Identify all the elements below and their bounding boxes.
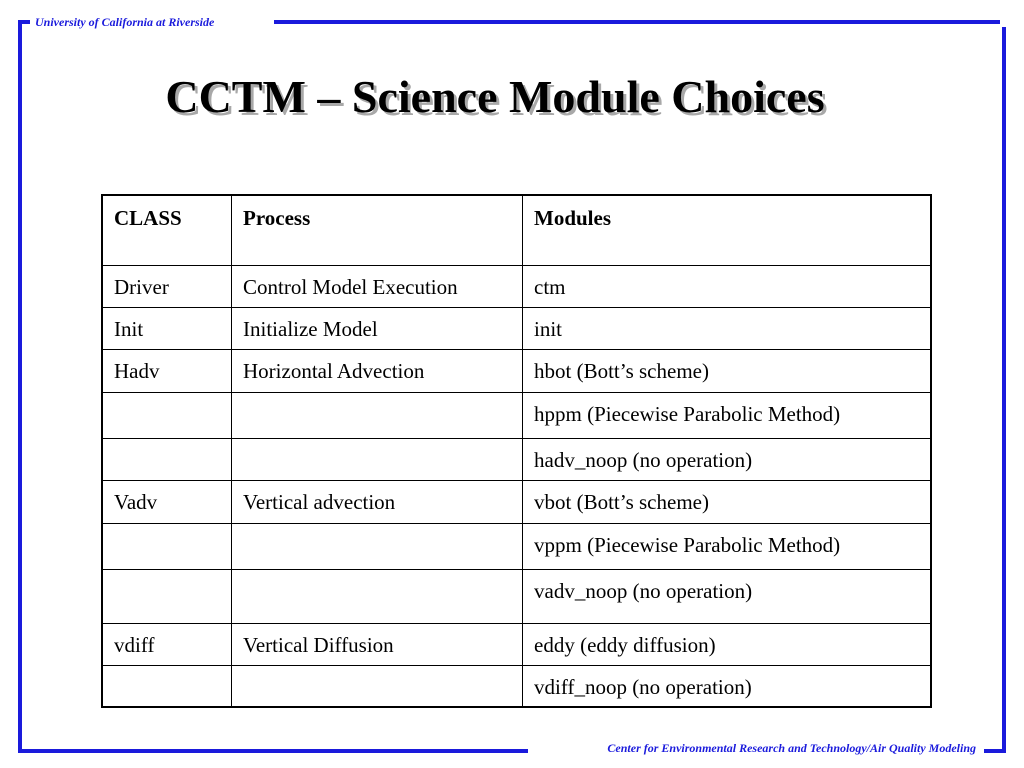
header-class: CLASS <box>102 195 232 265</box>
table-row <box>102 438 931 480</box>
cell-class <box>102 438 232 480</box>
cell-process <box>232 438 523 480</box>
table-row <box>102 307 931 349</box>
header-process: Process <box>232 195 523 265</box>
cell-class: Init <box>102 307 232 349</box>
institution-label: University of California at Riverside <box>35 15 215 29</box>
cell-process: Vertical advection <box>232 480 523 523</box>
cell-class <box>102 569 232 623</box>
module-table <box>101 194 932 708</box>
cell-class <box>102 523 232 569</box>
table-row <box>102 392 931 438</box>
cell-class: Hadv <box>102 349 232 392</box>
cell-module: vadv_noop (no operation) <box>523 569 932 623</box>
cell-module: eddy (eddy diffusion) <box>523 623 932 665</box>
table-row <box>102 265 931 307</box>
cell-class: Driver <box>102 265 232 307</box>
cell-module: hadv_noop (no operation) <box>523 438 932 480</box>
table-row <box>102 523 931 569</box>
center-label: Center for Environmental Research and Technology/Air Quality Modeling <box>607 741 976 755</box>
table-row <box>102 480 931 523</box>
cell-class <box>102 392 232 438</box>
table-row <box>102 665 931 707</box>
cell-class: Vadv <box>102 480 232 523</box>
table-header-row <box>102 195 931 265</box>
frame-bottom-left-line <box>18 749 528 753</box>
slide-title: CCTM – Science Module Choices <box>165 71 825 122</box>
cell-module: init <box>523 307 932 349</box>
cell-module: ctm <box>523 265 932 307</box>
cell-module: vbot (Bott’s scheme) <box>523 480 932 523</box>
table-row <box>102 623 931 665</box>
frame-right-line <box>1002 27 1006 753</box>
cell-process: Vertical Diffusion <box>232 623 523 665</box>
cell-class <box>102 665 232 707</box>
cell-process <box>232 523 523 569</box>
cell-process <box>232 569 523 623</box>
cell-process: Control Model Execution <box>232 265 523 307</box>
cell-process: Initialize Model <box>232 307 523 349</box>
frame-left-line <box>18 20 22 753</box>
cell-module: hppm (Piecewise Parabolic Method) <box>523 392 932 438</box>
cell-module: hbot (Bott’s scheme) <box>523 349 932 392</box>
cell-module: vppm (Piecewise Parabolic Method) <box>523 523 932 569</box>
cell-process <box>232 392 523 438</box>
cell-class: vdiff <box>102 623 232 665</box>
table-row <box>102 569 931 623</box>
frame-top-right-line <box>274 20 1000 24</box>
cell-module: vdiff_noop (no operation) <box>523 665 932 707</box>
cell-process <box>232 665 523 707</box>
header-modules: Modules <box>523 195 932 265</box>
table-row <box>102 349 931 392</box>
frame-bottom-right-line <box>984 749 1006 753</box>
cell-process: Horizontal Advection <box>232 349 523 392</box>
